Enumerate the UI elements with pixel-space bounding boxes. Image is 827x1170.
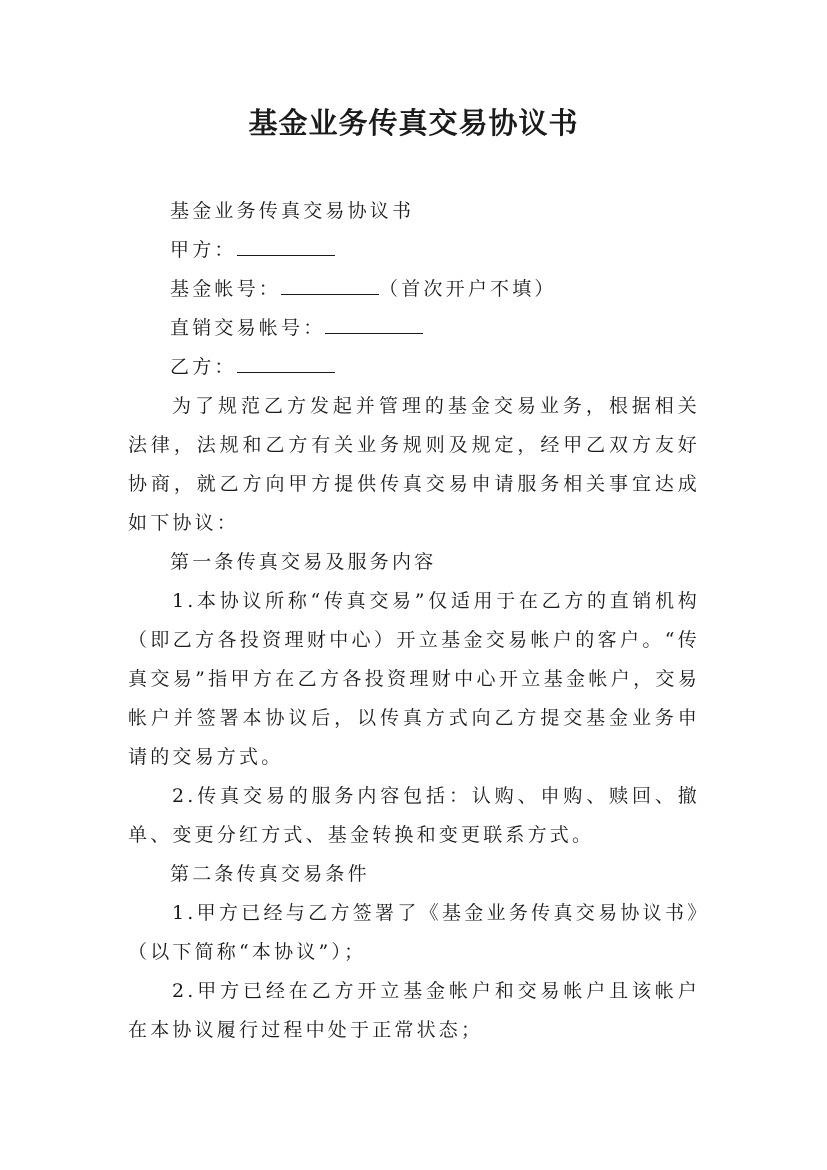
document-body bbox=[128, 192, 700, 1050]
direct-account-label: 直销交易帐号： bbox=[170, 317, 326, 339]
article2-item2: 2.甲方已经在乙方开立基金帐户和交易帐户且该帐户在本协议履行过程中处于正常状态； bbox=[128, 980, 700, 1041]
article2-heading: 第二条传真交易条件 bbox=[170, 863, 370, 885]
fund-account-label: 基金帐号： bbox=[170, 278, 282, 300]
subtitle-line bbox=[128, 192, 700, 231]
direct-account-line bbox=[128, 309, 700, 348]
preamble-paragraph: 为了规范乙方发起并管理的基金交易业务，根据相关法律，法规和乙方有关业务规则及规定，经甲乙双方友好协商，就乙方向甲方提供传真交易申请服务相关事宜达成如下协议： bbox=[128, 395, 700, 534]
party-b-label: 乙方： bbox=[170, 356, 237, 378]
party-b-line bbox=[128, 348, 700, 387]
fund-account-line bbox=[128, 270, 700, 309]
article1-item1: 1.本协议所称“传真交易”仅适用于在乙方的直销机构（即乙方各投资理财中心）开立基金交易帐户的客户。“传真交易”指甲方在乙方各投资理财中心开立基金帐户，交易帐户并签署本协议后，以传真方式向乙方提交基金业务申请的交易方式。 bbox=[128, 590, 700, 768]
subtitle-text: 基金业务传真交易协议书 bbox=[170, 200, 415, 222]
direct-account-blank bbox=[325, 317, 423, 334]
fund-account-blank bbox=[281, 278, 379, 295]
fund-account-note: （首次开户不填） bbox=[379, 278, 557, 300]
article2-item1: 1.甲方已经与乙方签署了《基金业务传真交易协议书》（以下简称“本协议”）； bbox=[128, 902, 700, 963]
party-a-line bbox=[128, 231, 700, 270]
article1-heading: 第一条传真交易及服务内容 bbox=[170, 551, 437, 573]
article1-item2: 2.传真交易的服务内容包括：认购、申购、赎回、撤单、变更分红方式、基金转换和变更联系方式。 bbox=[128, 785, 700, 846]
party-a-blank bbox=[237, 239, 335, 256]
document-title: 基金业务传真交易协议书 bbox=[248, 106, 579, 140]
party-a-label: 甲方： bbox=[170, 239, 237, 261]
party-b-blank bbox=[237, 356, 335, 373]
